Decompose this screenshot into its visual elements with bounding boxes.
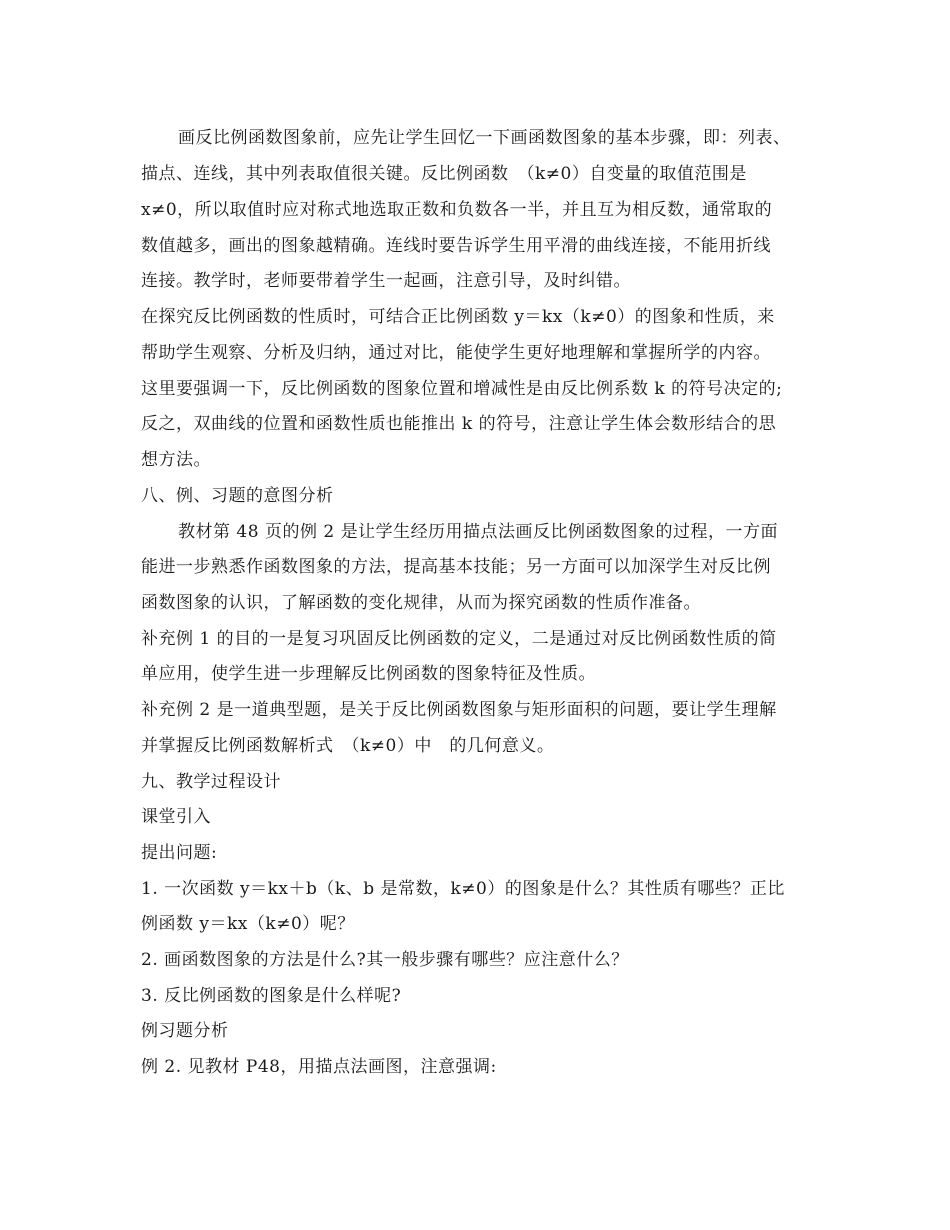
paragraph-line: 画反比例函数图象前，应先让学生回忆一下画函数图象的基本步骤，即：列表、 [178, 128, 791, 148]
paragraph-line: 例 2. 见教材 P48，用描点法画图，注意强调: [141, 1057, 497, 1077]
list-item: 1. 一次函数 y＝kx＋b（k、b 是常数，k≠0）的图象是什么？其性质有哪些？正比 [141, 879, 785, 899]
paragraph-line: 帮助学生观察、分析及归纳，通过对比，能使学生更好地理解和掌握所学的内容。 [141, 343, 771, 363]
paragraph-line: 这里要强调一下，反比例函数的图象位置和增减性是由反比例系数 k 的符号决定的; [141, 379, 783, 399]
paragraph-line: 数值越多，画出的图象越精确。连线时要告诉学生用平滑的曲线连接，不能用折线 [141, 236, 771, 256]
subsection-heading: 课堂引入 [141, 807, 211, 827]
paragraph-line: 补充例 1 的目的一是复习巩固反比例函数的定义，二是通过对反比例函数性质的简 [141, 629, 777, 649]
list-item-continuation: 例函数 y＝kx（k≠0）呢？ [141, 914, 355, 934]
paragraph-line: 并掌握反比例函数解析式 （k≠0）中 的几何意义。 [141, 736, 555, 756]
paragraph-line: 描点、连线，其中列表取值很关键。反比例函数 （k≠0）自变量的取值范围是 [141, 164, 747, 184]
paragraph-line: 反之，双曲线的位置和函数性质也能推出 k 的符号，注意让学生体会数形结合的思 [141, 414, 777, 434]
paragraph-line: 能进一步熟悉作函数图象的方法，提高基本技能；另一方面可以加深学生对反比例 [141, 557, 771, 577]
list-item: 2. 画函数图象的方法是什么?其一般步骤有哪些？应注意什么？ [141, 950, 629, 970]
list-item: 3. 反比例函数的图象是什么样呢? [141, 986, 402, 1006]
paragraph-line: 提出问题: [141, 843, 218, 863]
paragraph-line: 教材第 48 页的例 2 是让学生经历用描点法画反比例函数图象的过程，一方面 [178, 522, 779, 542]
section-heading: 九、教学过程设计 [141, 772, 281, 792]
paragraph-line: 连接。教学时，老师要带着学生一起画，注意引导，及时纠错。 [141, 271, 631, 291]
paragraph-line: 函数图象的认识，了解函数的变化规律，从而为探究函数的性质作准备。 [141, 593, 701, 613]
subsection-heading: 例习题分析 [141, 1021, 229, 1041]
paragraph-line: x≠0，所以取值时应对称式地选取正数和负数各一半，并且互为相反数，通常取的 [141, 200, 773, 220]
paragraph-line: 在探究反比例函数的性质时，可结合正比例函数 y＝kx（k≠0）的图象和性质，来 [141, 307, 775, 327]
paragraph-line: 补充例 2 是一道典型题，是关于反比例函数图象与矩形面积的问题，要让学生理解 [141, 700, 777, 720]
section-heading: 八、例、习题的意图分析 [141, 486, 334, 506]
paragraph-line: 想方法。 [141, 450, 211, 470]
paragraph-line: 单应用，使学生进一步理解反比例函数的图象特征及性质。 [141, 664, 596, 684]
